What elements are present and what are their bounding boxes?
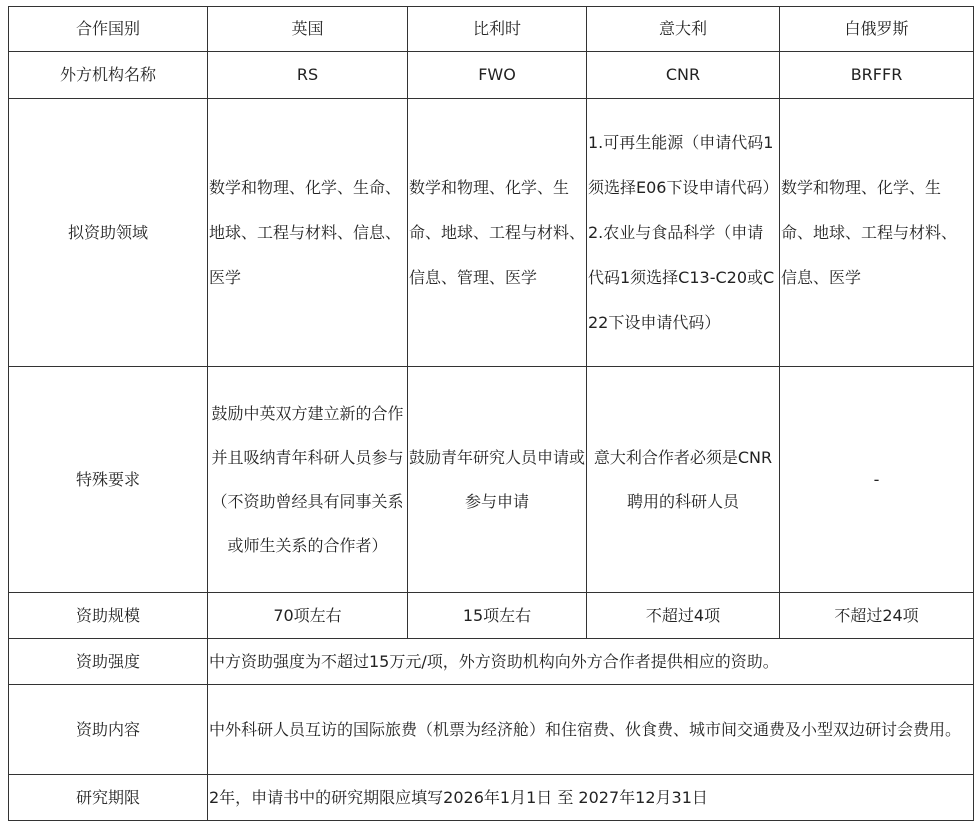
country-italy: 意大利 bbox=[587, 7, 780, 52]
special-italy: 意大利合作者必须是CNR聘用的科研人员 bbox=[587, 367, 780, 593]
intensity-text: 中方资助强度为不超过15万元/项，外方资助机构向外方合作者提供相应的资助。 bbox=[208, 639, 974, 685]
special-belarus: - bbox=[780, 367, 974, 593]
country-belgium: 比利时 bbox=[408, 7, 587, 52]
fields-italy bbox=[587, 99, 780, 367]
agency-belgium: FWO bbox=[408, 52, 587, 99]
label-content: 资助内容 bbox=[9, 685, 208, 775]
special-uk: 鼓励中英双方建立新的合作并且吸纳青年科研人员参与（不资助曾经具有同事关系或师生关系的合作者） bbox=[208, 367, 408, 593]
label-country: 合作国别 bbox=[9, 7, 208, 52]
fields-italy-item-2: 2.农业与食品科学（申请代码1须选择C13-C20或C22下设申请代码） bbox=[588, 223, 775, 332]
scale-italy: 不超过4项 bbox=[587, 593, 780, 639]
label-scale: 资助规模 bbox=[9, 593, 208, 639]
label-period: 研究期限 bbox=[9, 775, 208, 821]
row-special bbox=[9, 367, 974, 593]
period-text: 2年，申请书中的研究期限应填写2026年1月1日 至 2027年12月31日 bbox=[208, 775, 974, 821]
fields-belgium: 数学和物理、化学、生命、地球、工程与材料、信息、管理、医学 bbox=[408, 99, 587, 367]
agency-italy: CNR bbox=[587, 52, 780, 99]
row-scale bbox=[9, 593, 974, 639]
row-period bbox=[9, 775, 974, 821]
row-agency bbox=[9, 52, 974, 99]
fields-uk: 数学和物理、化学、生命、地球、工程与材料、信息、医学 bbox=[208, 99, 408, 367]
label-intensity: 资助强度 bbox=[9, 639, 208, 685]
agency-belarus: BRFFR bbox=[780, 52, 974, 99]
content-text: 中外科研人员互访的国际旅费（机票为经济舱）和住宿费、伙食费、城市间交通费及小型双边研讨会费用。 bbox=[208, 685, 974, 775]
scale-belgium: 15项左右 bbox=[408, 593, 587, 639]
scale-uk: 70项左右 bbox=[208, 593, 408, 639]
label-agency: 外方机构名称 bbox=[9, 52, 208, 99]
country-uk: 英国 bbox=[208, 7, 408, 52]
country-belarus: 白俄罗斯 bbox=[780, 7, 974, 52]
fields-belarus: 数学和物理、化学、生命、地球、工程与材料、信息、医学 bbox=[780, 99, 974, 367]
scale-belarus: 不超过24项 bbox=[780, 593, 974, 639]
label-special: 特殊要求 bbox=[9, 367, 208, 593]
special-belgium: 鼓励青年研究人员申请或参与申请 bbox=[408, 367, 587, 593]
agency-uk: RS bbox=[208, 52, 408, 99]
row-content bbox=[9, 685, 974, 775]
row-intensity bbox=[9, 639, 974, 685]
row-country bbox=[9, 7, 974, 52]
funding-table bbox=[8, 6, 974, 821]
label-fields: 拟资助领域 bbox=[9, 99, 208, 367]
row-fields bbox=[9, 99, 974, 367]
fields-italy-item-1: 1.可再生能源（申请代码1须选择E06下设申请代码） bbox=[588, 133, 779, 197]
